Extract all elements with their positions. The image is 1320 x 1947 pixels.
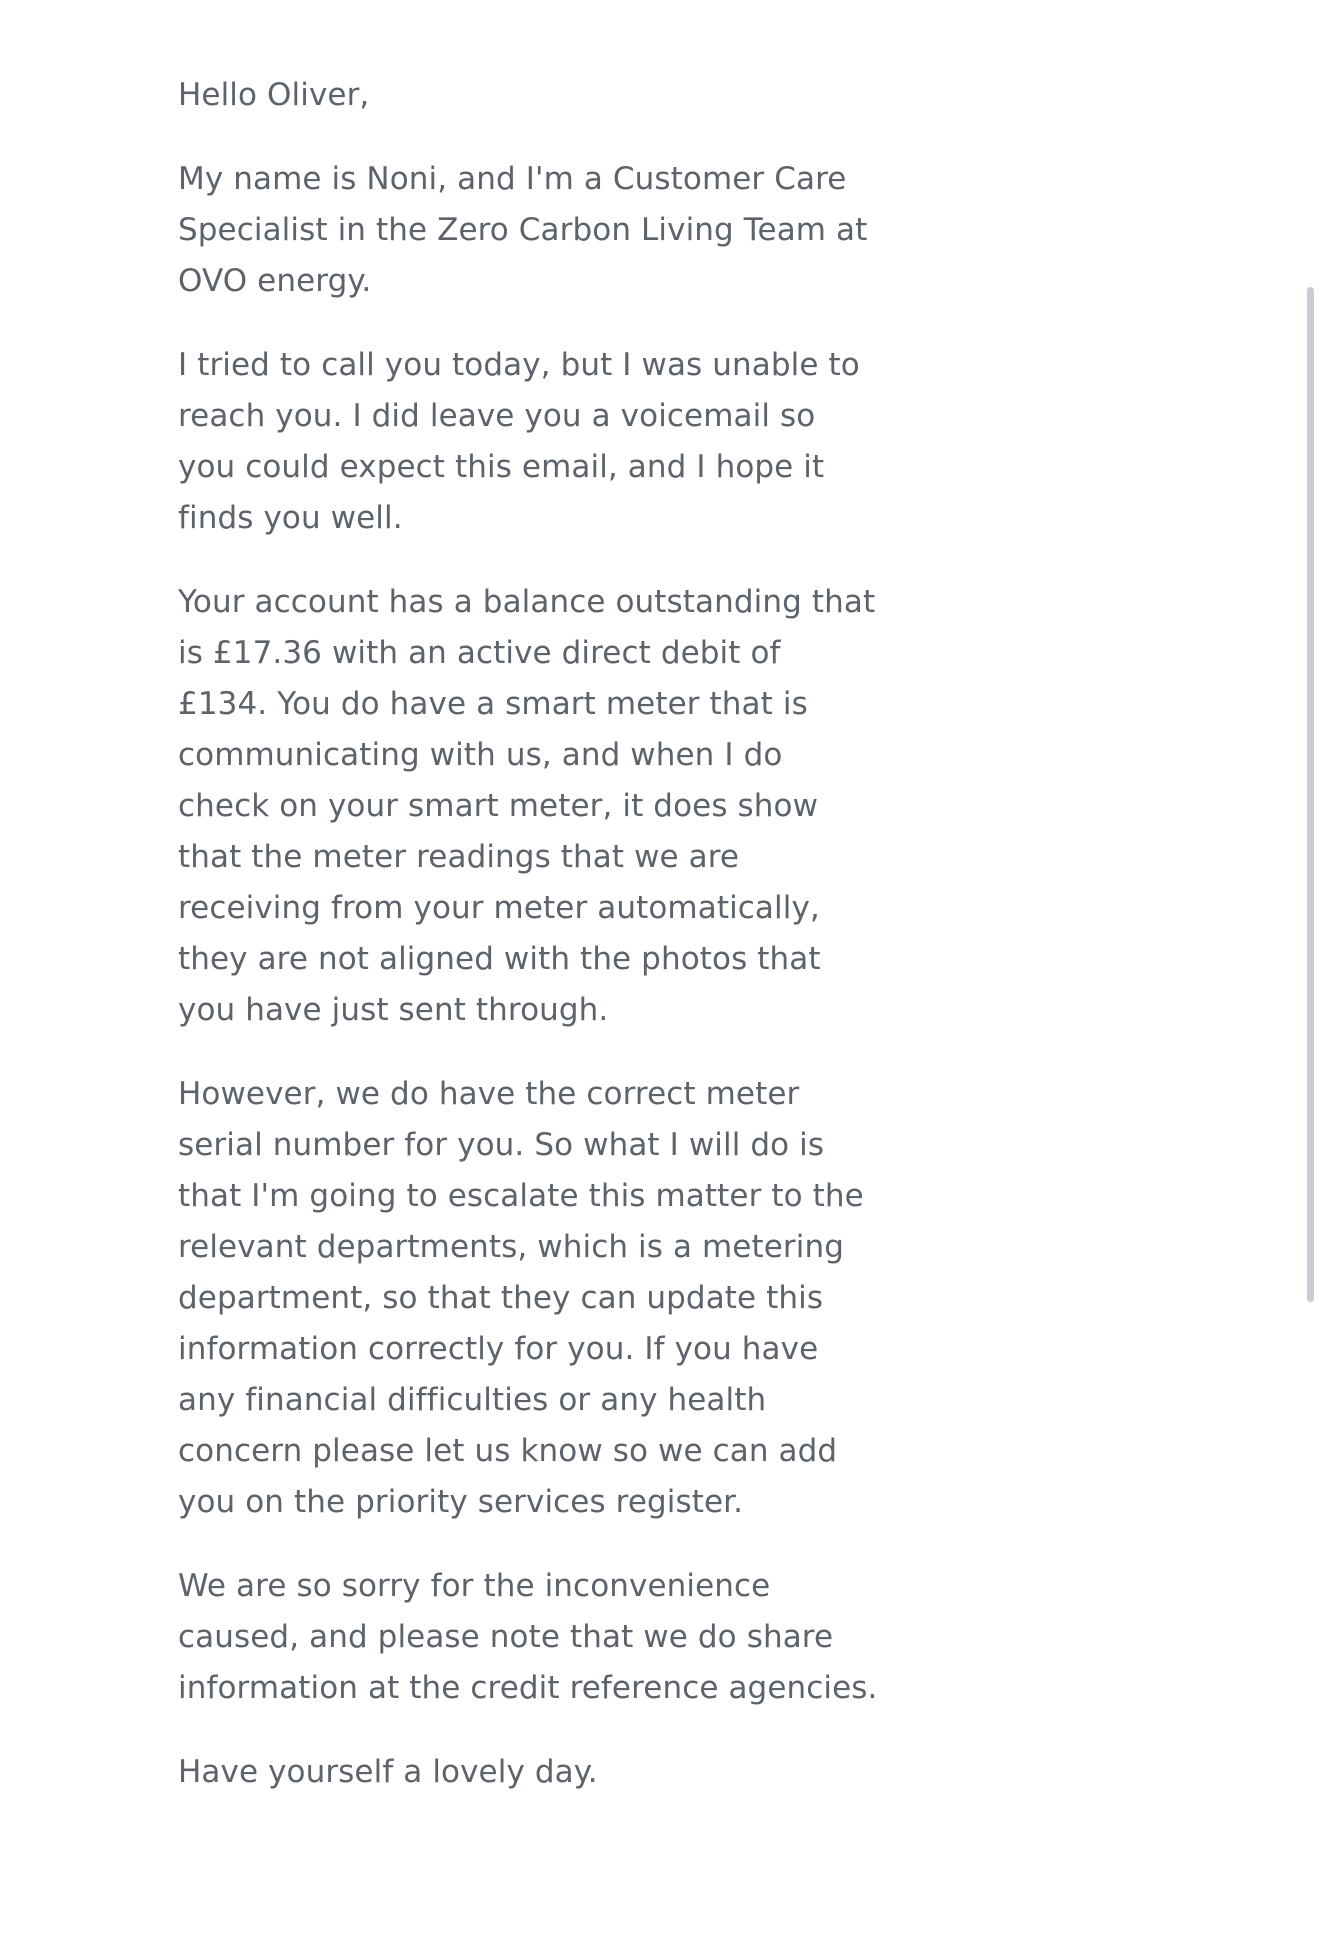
scrollbar-thumb[interactable] (1307, 287, 1314, 1302)
email-greeting: Hello Oliver, (178, 77, 370, 113)
email-paragraph-escalation: However, we do have the correct meter serial number for you. So what I will do is that I'm going to escalate this matter to the relevant departments, which is a metering department, so that they can update this information correctly for you. If you have any financial difficulties or any health concern please let us know so we can add you on the priority services register. (178, 1076, 864, 1520)
email-paragraph-account-balance: Your account has a balance outstanding that is £17.36 with an active direct debit of £134. You do have a smart meter that is communicating with us, and when I do check on your smart meter, it does show that the meter readings that we are receiving from your meter automatically, they are not aligned with the photos that you have just sent through. (178, 584, 876, 1028)
email-paragraph-apology: We are so sorry for the inconvenience caused, and please note that we do share information at the credit reference agencies. (178, 1568, 878, 1706)
email-paragraph-closing: Have yourself a lovely day. (178, 1754, 598, 1790)
email-paragraph-introduction: My name is Noni, and I'm a Customer Care Specialist in the Zero Carbon Living Team at OVO energy. (178, 161, 868, 299)
email-paragraph-call-attempt: I tried to call you today, but I was unable to reach you. I did leave you a voicemail so you could expect this email, and I hope it finds you well. (178, 347, 860, 536)
vertical-scrollbar[interactable] (1298, 0, 1320, 1947)
